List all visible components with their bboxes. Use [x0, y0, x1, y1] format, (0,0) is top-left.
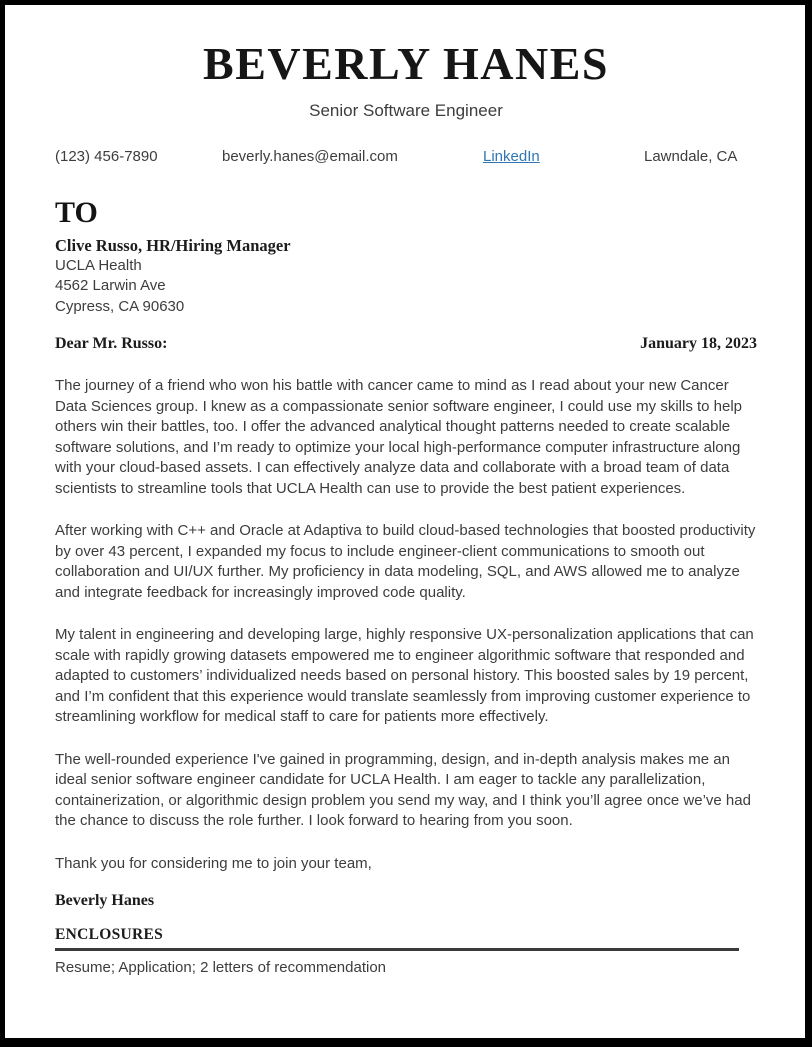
- enclosures-list: Resume; Application; 2 letters of recommendation: [55, 959, 387, 976]
- signature-name: Beverly Hanes: [55, 892, 155, 909]
- page-title: BEVERLY HANES: [203, 38, 609, 89]
- closing-line: Thank you for considering me to join your team,: [55, 854, 372, 872]
- enclosures-heading: ENCLOSURES: [55, 926, 164, 943]
- recipient-heading: TO: [55, 195, 98, 229]
- letter-date: January 18, 2023: [640, 335, 757, 352]
- linkedin-link[interactable]: LinkedIn: [483, 147, 540, 165]
- salutation-row: [55, 333, 757, 354]
- recipient-address-line2: Cypress, CA 90630: [55, 297, 185, 315]
- body-paragraph-3: My talent in engineering and developing large, highly responsive UX-personalization applications that can scale with rapidly growing datasets empowered me to engineer algorithmic software that responded and adapted to customers’ individualized needs based on personal history. This boosted sales by 19 percent, and I’m confident that this experience would translate seamlessly from improving customer experience to streamlining workflow for medical staff to care for patients more effectively.: [55, 626, 754, 725]
- phone-number: (123) 456-7890: [55, 147, 158, 165]
- salutation: Dear Mr. Russo:: [55, 335, 168, 352]
- body-paragraph-4: The well-rounded experience I've gained in programming, design, and in-depth analysis makes me an ideal senior software engineer candidate for UCLA Health. I am eager to tackle any parallelization, containerization, or algorithmic design problem you send my way, and I think you’ll agree once we’ve had the chance to discuss the role further. I look forward to hearing from you soon.: [55, 750, 751, 829]
- letter-content: [5, 5, 805, 979]
- recipient-name: Clive Russo, HR/Hiring Manager: [55, 235, 291, 255]
- body-paragraph-2: After working with C++ and Oracle at Adaptiva to build cloud-based technologies that boosted productivity by over 43 percent, I expanded my focus to include engineer-client communications to smooth out collaboration and UI/UX further. My proficiency in data modeling, SQL, and AWS allowed me to analyze and integrate feedback for increasingly improved code quality.: [55, 522, 756, 601]
- job-title: Senior Software Engineer: [309, 100, 503, 120]
- recipient-company: UCLA Health: [55, 256, 142, 274]
- contact-row: [55, 146, 757, 167]
- location-text: Lawndale, CA: [644, 147, 738, 165]
- enclosures-divider: [55, 948, 739, 951]
- email-address: beverly.hanes@email.com: [222, 147, 398, 165]
- body-paragraph-1: The journey of a friend who won his battle with cancer came to mind as I read about your new Cancer Data Sciences group. I knew as a compassionate senior software engineer, I could use my skills to help others win their battles, too. I offer the advanced analytical thought patterns needed to create scalable software solutions, and I’m ready to optimize your local high-performance computer infrastructure along with your cloud-based assets. I can effectively analyze data and collaborate with a broad team of data scientists to streamline tools that UCLA Health can use to provide the best patient experiences.: [55, 377, 743, 497]
- recipient-address-line1: 4562 Larwin Ave: [55, 277, 166, 294]
